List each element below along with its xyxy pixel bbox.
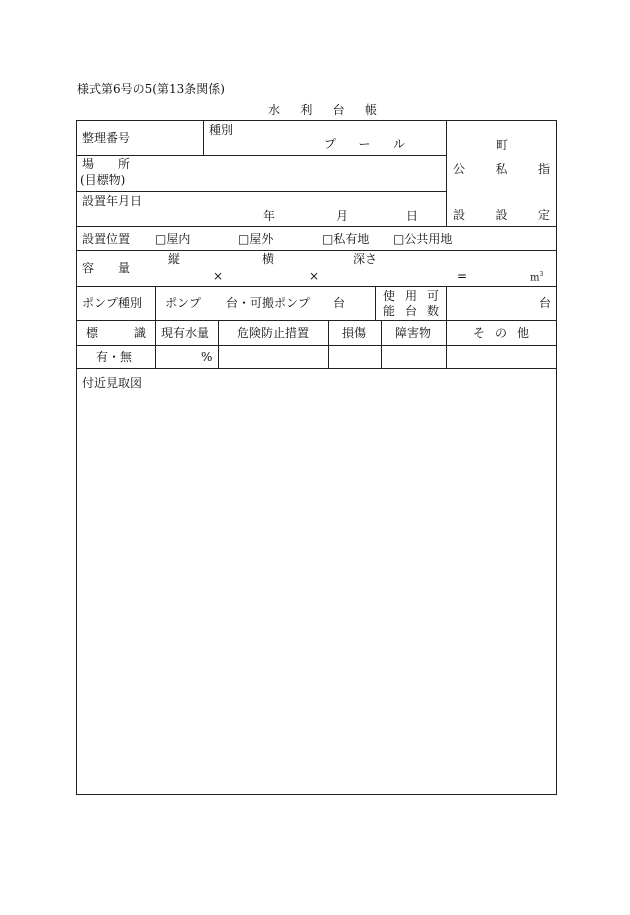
option-shiyuuchi[interactable]: □私有地 bbox=[322, 232, 370, 246]
noudaisuu-char: 数 bbox=[426, 304, 439, 318]
noudaisuu-char: 能 bbox=[383, 304, 396, 318]
yuu-mu-value: 有・無 bbox=[96, 350, 133, 364]
times-sign-2: × bbox=[309, 269, 320, 283]
setchi-nengappi-label: 設置年月日 bbox=[82, 194, 143, 208]
form-title bbox=[268, 104, 377, 116]
hyoushiki-header bbox=[86, 327, 146, 339]
dai-label-2: 台 bbox=[539, 296, 552, 310]
pool-char: プ bbox=[324, 137, 337, 151]
setsu-char: 設 bbox=[453, 208, 466, 222]
times-sign-1: × bbox=[213, 269, 224, 283]
koushishi-label bbox=[453, 163, 550, 175]
nen-label: 年 bbox=[263, 209, 276, 223]
title-char: 水 bbox=[268, 103, 281, 117]
option-koukyouyouchi[interactable]: □公共用地 bbox=[393, 232, 453, 246]
tsuki-label: 月 bbox=[336, 209, 349, 223]
yoko-label: 横 bbox=[262, 252, 275, 266]
setsu-char: 定 bbox=[537, 208, 550, 222]
machi-label: 町 bbox=[496, 138, 509, 152]
map-label: 付近見取図 bbox=[82, 376, 143, 390]
title-char: 帳 bbox=[364, 103, 377, 117]
shiyou-char: 用 bbox=[404, 289, 417, 303]
setsu-char: 設 bbox=[495, 208, 508, 222]
pool-char: ル bbox=[392, 137, 405, 151]
youryou-label bbox=[82, 262, 130, 274]
shubetsu-value bbox=[324, 138, 405, 150]
shiyou-kanou-label bbox=[383, 290, 439, 302]
hyoushiki-char: 標 bbox=[86, 326, 99, 340]
shubetsu-label: 種別 bbox=[209, 123, 234, 137]
nou-dai-suu-label bbox=[383, 305, 439, 317]
unit-exponent: 3 bbox=[539, 271, 544, 278]
dai-label-1: 台 bbox=[333, 296, 346, 310]
title-char: 台 bbox=[332, 103, 345, 117]
koushishi-char: 指 bbox=[537, 162, 550, 176]
hyoushiki-char: 識 bbox=[133, 326, 146, 340]
kiken-boushi-header: 危険防止措置 bbox=[237, 326, 310, 340]
form-header: 様式第6号の5(第13条関係) bbox=[77, 82, 225, 96]
basho-char: 場 bbox=[82, 157, 95, 171]
setsusetsutei-label bbox=[453, 209, 550, 221]
genyu-suiryou-header: 現有水量 bbox=[161, 326, 210, 340]
basho-char: 所 bbox=[117, 157, 130, 171]
tate-label: 縦 bbox=[168, 252, 181, 266]
youryou-char: 容 bbox=[82, 261, 95, 275]
sonota-char: の bbox=[494, 326, 507, 340]
fukasa-label: 深さ bbox=[353, 252, 378, 266]
shiyou-char: 可 bbox=[426, 289, 439, 303]
hi-label: 日 bbox=[406, 209, 419, 223]
sonota-char: 他 bbox=[516, 326, 529, 340]
setchi-ichi-label: 設置位置 bbox=[82, 232, 131, 246]
noudaisuu-char: 台 bbox=[404, 304, 417, 318]
shiyou-char: 使 bbox=[383, 289, 396, 303]
pump-shubetsu-label: ポンプ種別 bbox=[82, 296, 143, 310]
option-okugai[interactable]: □屋外 bbox=[238, 232, 274, 246]
cubic-meter-unit bbox=[530, 272, 543, 283]
basho-label bbox=[82, 158, 130, 170]
seiri-bango-label: 整理番号 bbox=[82, 131, 131, 145]
title-char: 利 bbox=[300, 103, 313, 117]
mokuhyo-label: (目標物) bbox=[80, 173, 126, 187]
percent-sign: % bbox=[201, 350, 213, 364]
map-area bbox=[77, 369, 556, 794]
koushishi-char: 公 bbox=[453, 162, 466, 176]
equals-sign: = bbox=[457, 269, 468, 283]
sonota-header bbox=[473, 327, 529, 339]
youryou-char: 量 bbox=[117, 261, 130, 275]
dai-kahan-label: 台・可搬ポンプ bbox=[226, 296, 311, 310]
sonota-char: そ bbox=[473, 326, 486, 340]
koushishi-char: 私 bbox=[495, 162, 508, 176]
shougaibutsu-header: 障害物 bbox=[395, 326, 432, 340]
pump-label: ポンプ bbox=[165, 296, 202, 310]
sonshou-header: 損傷 bbox=[342, 326, 367, 340]
unit-m: m bbox=[530, 272, 540, 284]
pool-char: ー bbox=[358, 137, 371, 151]
option-okunai[interactable]: □屋内 bbox=[155, 232, 191, 246]
